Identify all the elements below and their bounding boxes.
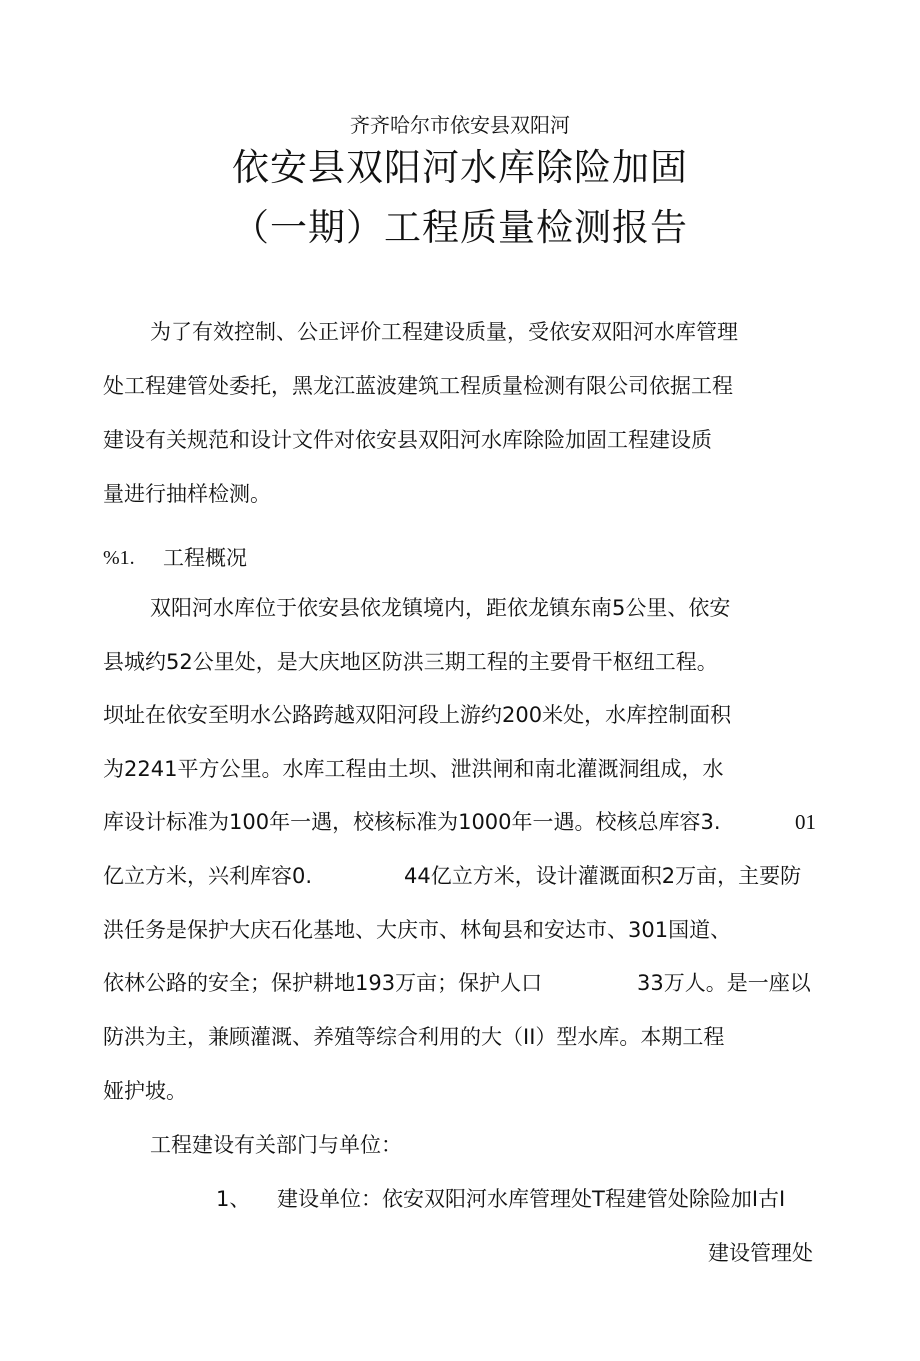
- overview-line-9: 防洪为主，兼顾灌溉、养殖等综合利用的大（II）型水库。本期工程: [103, 1025, 725, 1049]
- overview-line-2: 县城约52公里处，是大庆地区防洪三期工程的主要骨干枢纽工程。: [103, 650, 718, 674]
- overview-line-4: 为2241平方公里。水库工程由土坝、泄洪闸和南北灌溉洞组成，水: [103, 757, 724, 781]
- intro-line-4: 量进行抽样检测。: [103, 482, 271, 506]
- intro-line-3: 建设有关规范和设计文件对依安县双阳河水库除险加固工程建设质: [103, 428, 712, 452]
- intro-line-2: 处工程建管处委托，黑龙江蓝波建筑工程质量检测有限公司依据工程: [103, 374, 733, 398]
- intro-line-1: 为了有效控制、公正评价工程建设质量，受依安双阳河水库管理: [150, 320, 738, 344]
- overview-line-10: 娅护坡。: [103, 1079, 187, 1103]
- unit-item-number: 1、: [216, 1187, 251, 1211]
- overview-line-5b: 01: [795, 810, 816, 834]
- overview-line-3: 坝址在依安至明水公路跨越双阳河段上游约200米处，水库控制面积: [103, 703, 732, 727]
- overview-line-8a: 依林公路的安全；保护耕地193万亩；保护人口: [103, 971, 543, 995]
- section-heading: 工程概况: [163, 546, 247, 570]
- unit-item-continuation: 建设管理处: [708, 1241, 813, 1265]
- overview-line-8b: 33万人。是一座以: [637, 971, 811, 995]
- overview-line-6a: 亿立方米，兴利库容0.: [103, 864, 313, 888]
- report-title-line1: 依安县双阳河水库除险加固: [232, 146, 688, 189]
- unit-item-text: 建设单位：依安双阳河水库管理处T程建管处除险加I古I: [277, 1187, 786, 1211]
- overview-line-1: 双阳河水库位于依安县依龙镇境内，距依龙镇东南5公里、依安: [150, 596, 731, 620]
- units-intro: 工程建设有关部门与单位：: [150, 1133, 402, 1157]
- overview-line-6b: 44亿立方米，设计灌溉面积2万亩，主要防: [404, 864, 802, 888]
- overview-line-5a: 库设计标准为100年一遇，校核标准为1000年一遇。校核总库容3.: [103, 810, 721, 834]
- report-subtitle: 齐齐哈尔市依安县双阳河: [350, 113, 570, 137]
- section-number: %1.: [103, 547, 135, 569]
- report-title-line2: （一期）工程质量检测报告: [232, 206, 688, 249]
- overview-line-7: 洪任务是保护大庆石化基地、大庆市、林甸县和安达市、301国道、: [103, 918, 732, 942]
